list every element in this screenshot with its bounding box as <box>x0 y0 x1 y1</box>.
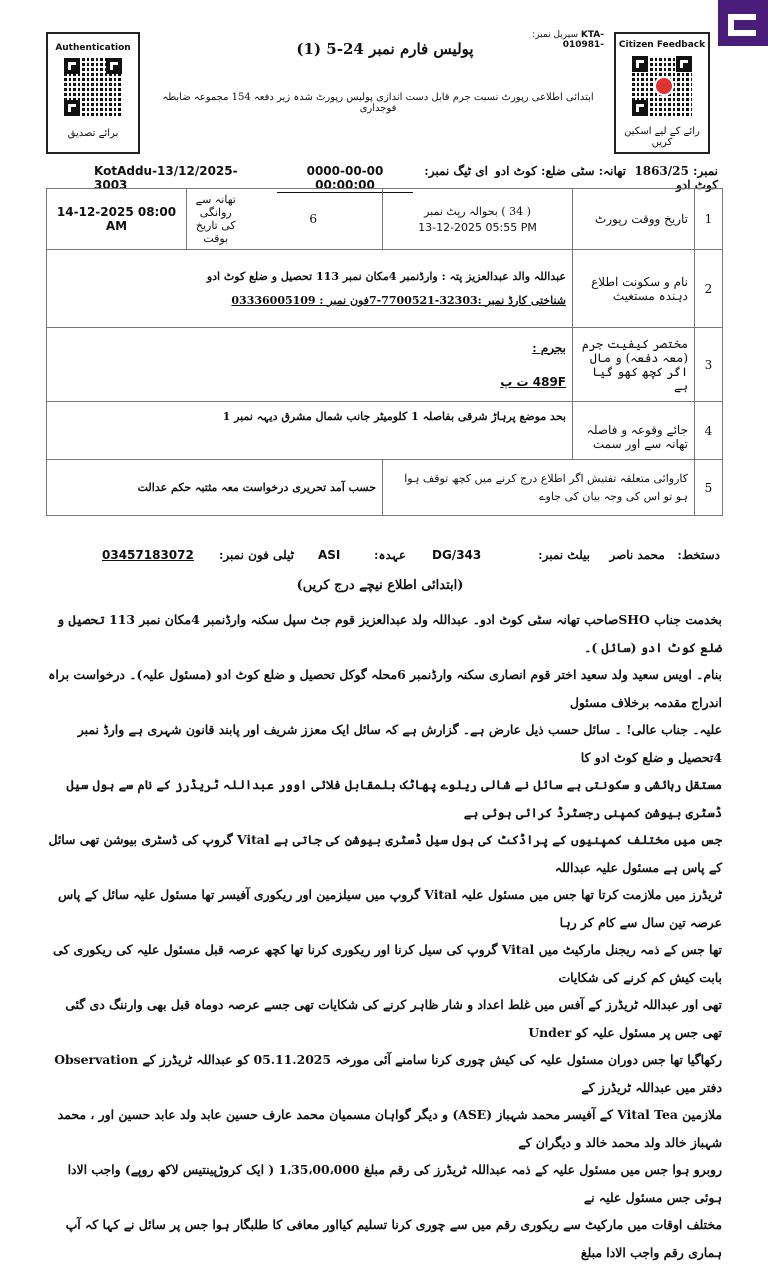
table-row <box>47 250 723 328</box>
phone-number: 03457183072 <box>102 548 194 562</box>
police-emblem-icon <box>654 76 674 96</box>
complainant-name-address: عبداللہ والد عبدالعزیز پتہ : وارڈنمبر 4مکان نمبر 113 تحصیل و ضلع کوٹ ادو <box>206 269 566 283</box>
narrative-line: بنام۔ اویس سعید ولد سعید اختر قوم انصاری سکنہ وارڈنمبر 6محلہ گوکل تحصیل و ضلع کوٹ ادو (مسئول علیہ)۔ درخواست براہ اندراج مقدمہ برخلاف مسئول <box>48 667 722 710</box>
departure-label: تھانہ سے روانگی کی تاریخ بوقت <box>187 189 245 250</box>
citizen-feedback-qr-box[interactable] <box>614 32 710 154</box>
crime-label: بجرم : <box>532 340 566 355</box>
section-heading: (ابتدائی اطلاع نیچے درج کریں) <box>296 578 464 593</box>
row-label: کاروائی متعلقہ تفتیش اگر اطلاع درج کرنے میں کچھ توقف ہوا ہو تو اس کی وجہ بیان کی جاوے <box>383 460 695 516</box>
place-of-occurrence: بحد موضع پرہاڑ شرقی بفاصلہ 1 کلومیٹر جانب شمال مشرق دیہہ نمبر 1 <box>47 402 573 460</box>
etag-label: ای ٹیگ نمبر: <box>424 164 488 178</box>
table-row <box>47 402 723 460</box>
feedback-caption: رائے کے لیے اسکین کریں <box>624 126 700 148</box>
rank-value: ASI <box>318 548 341 562</box>
table-row <box>47 328 723 402</box>
fir-details-table <box>46 188 723 516</box>
fir-number: نمبر: 1863/25 تھانہ: سٹی کوٹ ادو <box>570 164 718 192</box>
authentication-qr-box[interactable] <box>46 32 140 154</box>
crime-cell <box>383 328 573 402</box>
complainant-cell <box>47 250 573 328</box>
row-number: 1 <box>695 189 723 250</box>
authentication-caption: Authentication <box>55 43 131 53</box>
belt-number: DG/343 <box>432 548 482 562</box>
reference-label: ( 34 ) بحوالہ رپٹ نمبر <box>424 204 531 218</box>
row-number: 4 <box>695 402 723 460</box>
citizen-feedback-caption: Citizen Feedback <box>618 40 706 50</box>
row-number: 2 <box>695 250 723 328</box>
district: ضلع: کوٹ ادو <box>494 164 566 178</box>
narrative-line: مختلف اوقات میں مارکیٹ سے ریکوری رقم میں سے چوری کرنا تسلیم کیااور معافی کا طلبگار ہوا جس پر سائل نے کہا کہ آپ ہماری رقم واجب الادا مبلغ <box>65 1217 722 1260</box>
phone-label: ٹیلی فون نمبر: <box>219 548 294 562</box>
narrative-line: مستقل رہائشی و سکونتی ہے سائل نے شالی ریلوے پھاٹک بلمقابل فلائی اوور عبداللہ ٹریڈرز کے نام سے ہول سیل ڈسٹری بیوشن کمپنی رجسٹرڈ کرائی ہوئی ہے <box>66 777 722 820</box>
narrative-line: تھا جس کے ذمہ ریجنل مارکیٹ میں Vital گروپ کی سیل کرنا اور ریکوری کرنا تھا کچھ عرصہ قبل مسئول علیہ کی ریکوری کی بابت کیش کم کرنے کی شکایات <box>53 942 722 985</box>
belt-label: بیلٹ نمبر: <box>538 548 590 562</box>
qr-code-icon <box>632 56 692 116</box>
table-row <box>47 460 723 516</box>
narrative-line: تھی اور عبداللہ ٹریڈرز کے آفس میں غلط اعداد و شار ظاہر کرنے کی شکایات تھی جسے عرصہ دوماہ قبل بھی وارننگ دی گئی تھی جس پر مسئول علیہ کو Under <box>65 997 722 1040</box>
narrative-line: ٹریڈرز میں ملازمت کرتا تھا جس میں مسئول علیہ Vital گروپ میں سیلزمین اور ریکوری آفیسر تھا مسئول علیہ سائل کے پاس عرصہ تین سال سے کام کر رہا <box>57 887 722 930</box>
row-label: تاریخ ووقت رپورٹ <box>573 189 695 250</box>
crime-section: 489F ت پ <box>500 374 566 389</box>
form-subtitle: ابتدائی اطلاعی رپورٹ نسبت جرم قابل دست اندازی پولیس رپورٹ شدہ زیر دفعہ 154 مجموعہ ضابطہ فوجداری <box>162 92 594 114</box>
rank-label: عہدہ: <box>374 548 406 562</box>
etag-value: 0000-00-00 00:00:00 <box>277 164 413 193</box>
departure-datetime: 14-12-2025 08:00 AM <box>47 189 187 250</box>
qr-code-icon <box>64 58 122 116</box>
narrative-line: بخدمت جناب SHOصاحب تھانہ سٹی کوٹ ادو۔ عبداللہ ولد عبدالعزیز قوم جٹ سپل سکنہ وارڈنمبر 4مکان نمبر 113 تحصیل و ضلع کوٹ ادو (سائل )۔ <box>56 612 722 655</box>
narrative-line: جس میں مختلف کمپنیوں کے پراڈکٹ کی ہول سیل ڈسٹری بیوشن کی جاتی ہے Vital گروپ کی ڈسٹری بیوشن تھی سائل کے پاس ہے مسئول علیہ عبداللہ <box>48 832 722 875</box>
row-label: نام و سکونت اطلاع دہندہ مستغیث <box>573 250 695 328</box>
case-code: KotAddu-13/12/2025-3003 <box>94 164 238 192</box>
fir-narrative <box>46 606 722 1266</box>
complainant-cnic-phone: شناختی کارڈ نمبر :32303-7700521-7فون نمبر : 03336005109 <box>231 293 566 307</box>
row-number: 6 <box>245 189 383 250</box>
row-label: جائے وقوعہ و فاصلہ تھانہ سے اور سمت <box>573 402 695 460</box>
narrative-line: ملازمین Vital Tea کے آفیسر محمد شہباز (ASE) و دیگر گواہان مسمیان محمد عارف حسین عابد ولد عابد حسین اور ، محمد شہباز خالد ولد محمد خالد و دیگران کے <box>57 1107 722 1150</box>
verify-caption: برائے تصدیق <box>67 128 119 139</box>
report-datetime: 13-12-2025 05:55 PM <box>418 220 537 234</box>
row-number: 5 <box>695 460 723 516</box>
narrative-line: روبرو ہوا جس میں مسئول علیہ کے ذمہ عبداللہ ٹریڈرز کی رقم مبلغ 1،35،00،000 ( ایک کروڑپینتیس لاکھ روپے) واجب الادا ہوئی جس مسئول علیہ نے <box>67 1162 722 1205</box>
investigation-action: حسب آمد تحریری درخواست معہ مثتبہ حکم عدالت <box>47 460 383 516</box>
narrative-line: Observation رکھاگیا تھا جس دوران مسئول علیہ کی کیش چوری کرنا سامنے آئی مورخہ 05.11.2025 کو عبداللہ ٹریڈرز کے دفتر میں عبداللہ ٹریڈرز کے <box>54 1052 722 1095</box>
reference-cell <box>383 189 573 250</box>
brand-logo <box>718 0 768 46</box>
table-row <box>47 189 723 250</box>
serial-number: سیریل نمبر: KTA-010981- <box>532 30 604 50</box>
row-label: مختصر کیفیت جرم (معہ دفعہ) و مال اگر کچھ کھو گیا ہے <box>573 328 695 402</box>
narrative-line: علیہ۔ جناب عالی! ۔ سائل حسب ذیل عارض ہے۔ گزارش ہے کہ سائل ایک معزز شریف اور پابند قانون شہری ہے وارڈ نمبر 4تحصیل و ضلع کوٹ ادو کا <box>77 722 722 765</box>
signature: دستخط: محمد ناصر <box>609 548 720 562</box>
form-title: پولیس فارم نمبر 24-5 (1) <box>296 40 474 58</box>
row-number: 3 <box>695 328 723 402</box>
